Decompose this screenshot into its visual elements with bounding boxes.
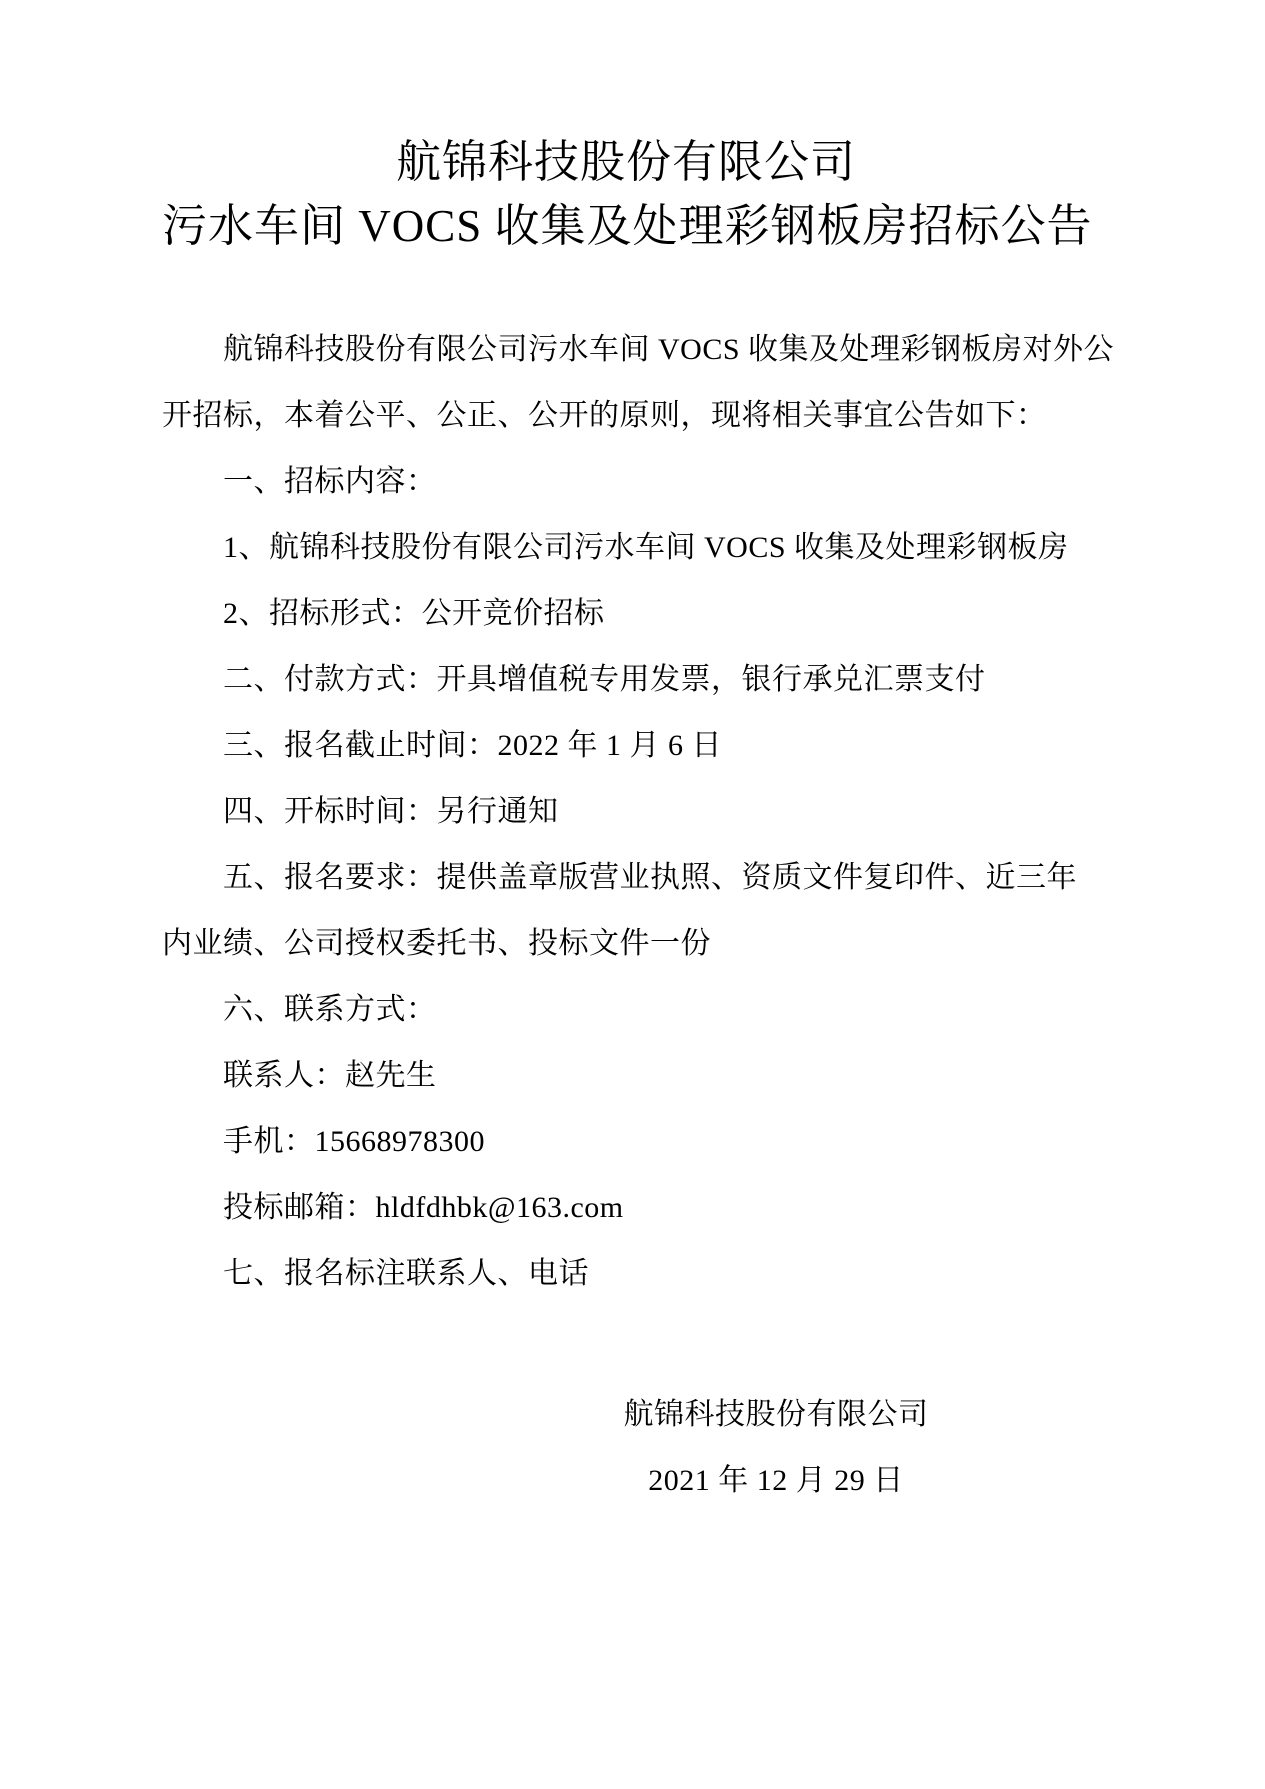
section-1-heading: 一、招标内容：	[223, 465, 437, 498]
signature-block	[462, 1382, 1090, 1514]
item-1-tender-subject: 1、航锦科技股份有限公司污水车间 VOCS 收集及处理彩钢板房	[223, 531, 1069, 564]
section-5-requirements-line-2: 内业绩、公司授权委托书、投标文件一份	[162, 927, 711, 960]
contact-person: 联系人：赵先生	[223, 1059, 437, 1092]
signature-date: 2021 年 12 月 29 日	[648, 1464, 904, 1497]
document-body	[162, 317, 1115, 1307]
contact-phone: 手机：15668978300	[223, 1125, 485, 1158]
section-3-deadline: 三、报名截止时间：2022 年 1 月 6 日	[223, 729, 722, 762]
section-7-note: 七、报名标注联系人、电话	[223, 1257, 589, 1290]
item-2-tender-form: 2、招标形式：公开竞价招标	[223, 597, 605, 630]
title-line-1: 航锦科技股份有限公司	[395, 137, 856, 187]
section-2-payment: 二、付款方式：开具增值税专用发票，银行承兑汇票支付	[223, 663, 986, 696]
bid-email: 投标邮箱：hldfdhbk@163.com	[223, 1191, 624, 1224]
title-line-2: 污水车间 VOCS 收集及处理彩钢板房招标公告	[162, 201, 1093, 251]
section-6-contact-heading: 六、联系方式：	[223, 993, 437, 1026]
signature-company: 航锦科技股份有限公司	[623, 1398, 929, 1431]
section-5-requirements-line-1: 五、报名要求：提供盖章版营业执照、资质文件复印件、近三年	[223, 861, 1077, 894]
section-4-opening-time: 四、开标时间：另行通知	[223, 795, 559, 828]
intro-line-1: 航锦科技股份有限公司污水车间 VOCS 收集及处理彩钢板房对外公	[223, 333, 1115, 366]
intro-line-2: 开招标，本着公平、公正、公开的原则，现将相关事宜公告如下：	[162, 399, 1047, 432]
